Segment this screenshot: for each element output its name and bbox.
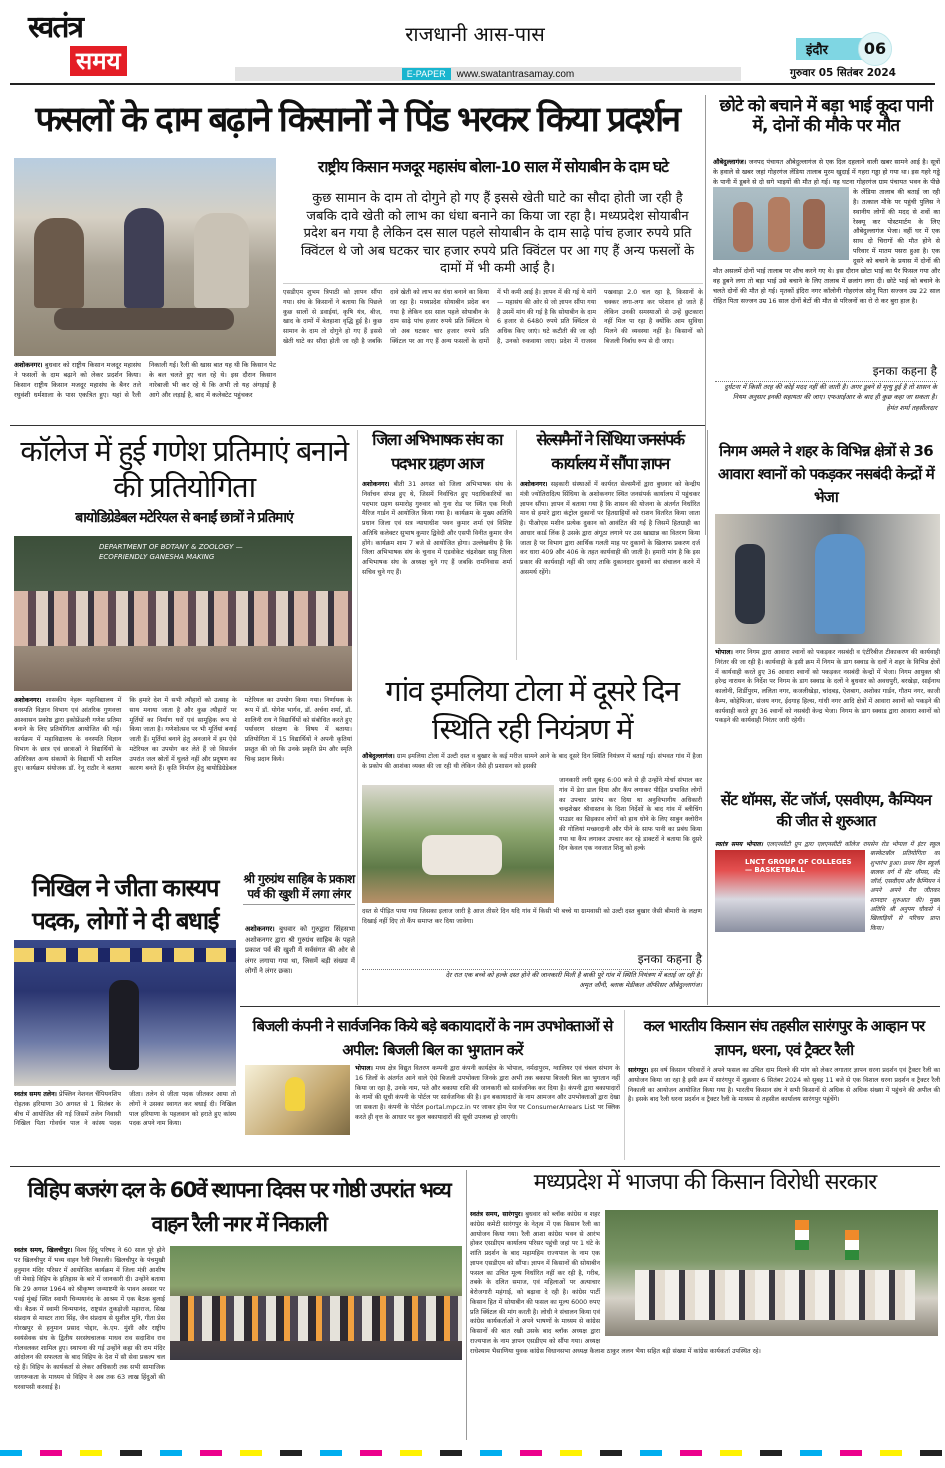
quote-author: हेमंत शर्मा तहसीलदार [886,403,937,412]
college-photo-banner: DEPARTMENT OF BOTANY & ZOOLOGY — ECOFRIENDLY GANESHA MAKING [99,543,243,561]
bijli-body: भोपाल। मध्य क्षेत्र विद्युत वितरण कम्पनी द्वारा कंपनी कार्यक्षेत्र के भोपाल, नर्मदापुरम, ग्वालियर एवं चंबल संभाग के 16 जिलों के अंतर्गत आने वाले ऐसे बिजली उपभोक्ता जिनके द्वारा अभी तक बकाया बिजली बिल का भुगतान नहीं किया जा रहा है, उनके नाम, पते और बकाया राशि की जानकारी को सार्वजनिक कर दिया है। कंपनी द्वारा बकायादारों के नामों की सूची कंपनी के पोर्टल पर सार्वजनिक की है। इन बकायादारों के नाम आमजन और उपभोक्ताओं द्वारा देखा जा सकता है। कंपनी के पोर्टल portal.mpcz.in पर जाकर होम पेज पर ConsumerArrears List पर क्लिक करते ही वृत्त के आधार पर कुल बकायादारों की सूची उपलब्ध हो जाएगी। [355,1065,620,1121]
village-headline: गांव इमलिया टोला में दूसरे दिन स्थिति रही नियंत्रण में [385,674,679,746]
drowning-body: औबेदुल्लागंज। जनपद पंचायत औबेदुल्लागंज से एक दिल दहलाने वाली खबर सामने आई है। सूत्रों के हवाले से खबर जहां गोहरगंज लेंडिया तालाब मुरम खुदाई में गहरा गड्ढा हो गया था। इस गहरे गड्ढे के पानी में डूबने से दो सगे भाइयों की मौत हो गई। यह घटना गोहरगंज ग्राम पंचायत भवन के पीछे के लेंडिया तालाब की बताई जा रही है। तत्काल मौके पर पहुंची पुलिस ने स्थानीय लोगों की मदद से शवों का रेस्क्यू कर पोस्टमार्टम के लिए औबेदुल्लागंज भेजा। वहीं घर में एक साथ दो चिरागों की मौत होने से परिवार में मातम पसरा हुआ है। एक दूसरे को बचाने के प्रयास में दोनों की मौत असलमें दोनों भाई तालाब पर शौच करने गए थे। इस दौरान छोटा भाई का पैर फिसल गया और वह डूबने लगा तो बड़ा भाई उसे बचाने के लिए तालाब में छलांग लगा दी। छोटे भाई को बचाने के चलते दोनों की मौत हो गई। मृतकों इंदिरा नगर कॉलोनी गोहरगंज सोनू पिता सज्जन उम्र 22 साल रोहित पिता सज्जन उम्र 16 साल दोनों बेटों की मौत से परिजनों का रो रो कर बुरा हाल है। [713,158,940,305]
masthead-rule [10,83,935,85]
lead-body: एसडीएम शुभम त्रिपाठी को ज्ञापन सौंपा गया। संघ के किसानों ने बताया कि पिछले कुछ सालों से डवाईयां, कृषि यंत्र, बीज, खाद के दामों में बेतहाशा वृद्धि हुई है। कुछ सामान के दाम तो दोगुने हो गए हैं इससे खेती घाटे का सौदा होती जा रही है जबकि दावे खेती को लाभ का धंधा बनाने का किया जा रहा है। मध्यप्रदेश सोयाबीन प्रदेश बन गया है लेकिन दस साल पहले सोयाबीन के दाम साढ़े पांच हजार रुपये प्रति क्विंटल थे जो अब घटकर चार हजार रुपये प्रति क्विंटल पर आ गए हैं अन्य फसलों के दामों में भी कमी आई है। ज्ञापन में की गई ये मांगें — महासंघ की ओर से जो ज्ञापन सौंपा गया है उसमें मांग की गई है कि सोयाबीन के दाम 6 हजार से 6480 रुपये प्रति क्विंटल से अधिक किए जाएं। घटे कटौती की जा रही है, उनको रुकवाया जाए। प्रदेश में राजस्व पखवाड़ा 2.0 चल रहा है, किसानों के चक्कर लगा-लगा कर परेशान हो जाते हैं लेकिन उनकी समस्याओं से उन्हें छुटकारा नहीं मिल पा रहा है क्योंकि आम सुविधा मिलने की व्यवस्था नहीं है। किसानों को बिजली निर्बाध रूप से दी जाए। [283,289,703,345]
quote-text: देर रात एक बच्चे को हल्के दस्त होने की जानकारी मिली है बाकी पूरे गांव में स्थिति नियंत्रण में बताई जा रही है। [445,971,702,979]
village-lede: औबेदुल्लागंज। ग्राम इमलिया टोला में उल्टी दस्त व बुखार के कई मरीज सामने आने के बाद दूसरे दिन स्थिति नियंत्रण में बताई गई। संभवत गांव में हैजा के प्रकोप की आशंका व्यक्त की जा रही थी लेकिन जैसे ही प्रशासन को इसकी [362,753,702,770]
village-quote [362,950,702,991]
epaper-label: E-PAPER [402,68,451,80]
website-link[interactable]: www.swatantrasamay.com [456,68,575,80]
print-registration-strip [0,1450,945,1456]
lead-photo [14,158,276,356]
village-body: जानकारी लगी सुबह 6:00 बजे से ही उन्होंने मोर्चा संभाल कर गांव में डेरा डाल दिया और कैंप लगाकर पीड़ित प्रभावित लोगों का उपचार प्रारंभ कर दिया था अनुविभागीय अधिकारी चन्द्रशेखर श्रीवास्तव के दिशा निर्देशों के बाद गांव में ब्लीचिंग पाउडर का छिड़काव लोगों को हाथ धोने के लिए साबुन क्लोरीन की गोलियां मच्छरदानी और पीने के साफ पानी का प्रबंध किया गया था कैंप लगाकर उपचार कर रहे डाक्टरों ने बताया कि दूसरे दिन केवल एक नवजात शिशु को हल्के [559,777,702,853]
lead-subhead: राष्ट्रीय किसान मजदूर महासंघ बोला-10 साल में सोयाबीन के दाम घटे [318,158,668,176]
logo-bottom: समय [70,46,127,76]
drowning-quote [715,362,937,413]
langar-body: अशोकनगर। बुधवार को गुरुद्वारा सिंहसभा अशोकनगर द्वारा श्री गुरुग्रंथ साहिब के पहले प्रकाश पर्व की खुशी में सर्वसंगत की ओर से लंगर लगाया गया था, जिसमें बड़ी संख्या में लोगों ने लंगर छका। [245,925,355,976]
drowning-headline: छोटे को बचाने में बड़ा भाई कूदा पानी में, दोनों की मौके पर मौत [719,96,933,136]
village-tail: दस्त से पीड़ित पाया गया जिसका इलाज जारी है आज तीसरे दिन यदि गांव में किसी भी बच्चे या ग्रामवासी को उल्टी दस्त बुखार जैसी बीमारी के लक्षण दिखाई नहीं दिए तो कैंप समाप्त कर दिया जावेगा। [362,908,702,925]
advocates-headline: जिला अभिभाषक संघ का पदभार ग्रहण आज [372,430,502,473]
issue-date: गुरुवार 05 सितंबर 2024 [790,67,896,79]
nigam-headline: निगम अमले ने शहर के विभिन्न क्षेत्रों से 36 आवारा श्वानों को पकड़कर नसबंदी केन्द्रों में भेजा [718,442,934,506]
college-subhead: बायोडिग्रेडेबल मटेरियल से बनाईं छात्रों ने प्रतिमाएं [75,510,293,526]
epaper-bar[interactable] [235,67,741,81]
city-label: इंदौर [806,43,828,58]
nikhil-body: स्वतंत्र समय तलेन। प्रेफ्लिन नेशनल चैंपियनशिप रोहतक हरियाणा 30 अगस्त से 1 सितंबर के बीच में आयोजित की गई जिसमें तलेन निवासी निखिल पिता गोवर्धन पाल ने कांस्य पदक जीता। तलेन से जीता पदक जीतकर आया तो लोगों ने उसका स्वागत कर बधाई दी। निखिल पाल हरियाणा के पहलवान को हराते हुए कांस्य पदक अपने नाम किया। [14,1091,236,1128]
vhp-body: स्वतंत्र समय, खिलचीपुर। विश्व हिंदू परिषद ने 60 साल पूरे होने पर खिलचीपुर में भव्य वाहन रैली निकाली। खिलचीपुर के पंचमुखी हनुमान मंदिर परिसर में आयोजित कार्यक्रम में जिला मंत्री आशीष जी मेवाड़े विहिप के इतिहास के बारे में जानकारी दी। उन्होंने बताया कि 29 अगस्त 1964 को श्रीकृष्ण जन्माष्टमी के पावन अवसर पर पवई मुंबई स्थित स्वामी चिन्मयानंद के आश्रम में एक बैठक बुलाई थी। बैठक में स्वामी चिन्मयानंद, राष्ट्रसंत तुकड़ोजी महाराज, सिख संप्रदाय से मास्टर तारा सिंह, जैन संप्रदाय से सुशील मुनि, गीता प्रेस गोरखपुर से हनुमान प्रसाद पोद्दार, के.एम. मुंशी और राष्ट्रीय स्वयंसेवक संघ के द्वितीय सरसंघचालक माधव राव सदाशिव राव गोलवलकर शामिल हुए। स्थापना की गई उन्होंने कहा की राम मंदिर आंदोलन की सफलता के बाद विहिप के देश में सौ सेवा प्रकल्प चल रहे हैं। विहिप के कार्यकर्ता से लेकर अधिकारी तक सभी सामाजिक जागरूकता के माध्यम से विहिप ने अब तक 63 लाख हिंदुओं की घरवापसी करवाई है। [14,1247,165,1391]
salesmen-headline: सेल्समैनों ने सिंधिया जनसंपर्क कार्यालय में सौंपा ज्ञापन [536,430,684,473]
langar-headline: श्री गुरुग्रंथ साहिब के प्रकाश पर्व की खुशी में लगा लंगर [243,872,355,905]
quote-author: अमृत जौनी, ब्लाक मेडीकल ऑफीसर औबेदुल्लागंज। [579,981,702,990]
bjp-headline: मध्यप्रदेश में भाजपा की किसान विरोधी सरकार [533,1170,877,1195]
college-photo [14,536,352,691]
nikhil-photo [14,940,236,1086]
nikhil-headline: निखिल ने जीता कास्यप पदक, लोगों ने दी बधाई [32,874,218,935]
vhp-headline: विहिप बजरंग दल के 60वें स्थापना दिवस पर गोष्ठी उपरांत भव्य वाहन रैली नगर में निकाली [27,1178,451,1236]
logo [28,12,150,84]
quote-heading: इनका कहना है [715,362,937,382]
college-headline: कॉलेज में हुई गणेश प्रतिमाएं बनाने की प्रतियोगिता [20,434,348,504]
quote-heading: इनका कहना है [362,950,702,970]
lead-caption: अशोकनगर। बुधवार को राष्ट्रीय किसान मजदूर महासंघ ने फसलों के दाम बढ़ाने को लेकर प्रदर्शन किया। किसान राष्ट्रीय किसान मजदूर महासंघ के बैनर तले रघुवंशी धर्मशाला के पास एकत्रित हुए। यहां से रैली निकाली गई। रैली की खास बात यह थी कि किसान पेट के बल चलते हुए चल रहे थे। इस दौरान किसान नारेबाजी भी कर रहे थे कि अभी तो यह अंगड़ाई है आगे और लड़ाई है, बाद में कलेक्टेट पहुंचकर [14,361,276,400]
village-photo [362,785,554,903]
nigam-body: भोपाल। नगर निगम द्वारा आवारा श्वानों को पकड़कर नसबंदी व एंटीरैबीज टीकाकरण की कार्यवाही निरंतर की जा रही है। कार्यवाही के इसी क्रम में निगम के डाग स्क्वाड के दलों ने शहर के विभिन्न क्षेत्रों में कार्यवाही करते हुए 36 आवारा श्वानों को पकड़कर नसबंदी केन्द्रों में भेजा। निगम आयुक्त श्री हरेन्द्र नारायन के निर्देश पर निगम के डाग स्क्वाड के दलों ने बुधवार को अवधपुरी, बरखेड़ा, साईंनाथ कालोनी, शिर्डीपुरम, ललिता नगर, कजलीखेड़ा, चांदबड़, ऐशबाग, अशोका गार्डन, गौतम नगर, काजी कैम्प, कोहेफिजा, संजय नगर, ईदगाह हिल्स, गांधी नगर आदि क्षेत्रों में आवारा श्वानों को पकड़ने की कार्यवाही करते हुए 36 श्वानों को नसबंदी केन्द्र भेजा। निगम के डाग स्क्वाड द्वारा आवारा श्वानों को पकड़ने की कार्यवाही निरंतर जारी रहेगी। [715,649,940,725]
section-title: राजधानी आस-पास [405,22,545,46]
bjp-body: स्वतंत्र समय, सारंगपुर। बुधवार को ब्लॉक कांग्रेस व शहर कांग्रेस कमेटी सारंगपुर के नेतृत्व में एक किसान रैली का आयोजन किया गया। रैली आशा कांग्रेस भवन से आरंभ होकर एसडीएम कार्यालय परिसर पहुंची जहां पर 1 घंटे के शांति प्रदर्शन के बाद महामहिम राज्यपाल के नाम एक ज्ञापन एसडीएम को सौंपा। ज्ञापन में किसानों की सोयाबीन फसल का उचित मूल्य निर्धारित नहीं कर रही है, गरीब, तबके के दलित समाज, एवं महिलाओं पर अत्याचार बेरोजगारी महंगाई, को बढ़ावा दे रही है। कांग्रेस पार्टी किसान हित में सोयाबीन की फसल का मूल्य 6000 रुपए प्रति क्विंटल की मांग करती है। लोधी ने संचालन किया एवं कांग्रेस कार्यकर्ताओं ने अपने भाषणों के माध्यम से कांग्रेस किसानों की बात रखी उसके बाद ब्लॉक अध्यक्ष द्वारा राज्यपाल के नाम ज्ञापन एसडीएम को सौंपा गया। अध्यक्ष राधेश्याम भैसाणिया युवक कांग्रेस विधानसभा अध्यक्ष कैलाश ठाकुर ललन भैया सहित बड़ी संख्या में कांग्रेस कार्यकर्ता उपस्थित रहे। [470,1211,761,1355]
page-number: 06 [858,32,892,66]
kisan-sangh-body: सारंगपुर। इस वर्ष किसान परिवारों ने अपने फसल का उचित दाम मिलने की मांग को लेकर लगातार ज्ञापन धरना प्रदर्शन एवं ट्रैक्टर रैली का आयोजन किया जा रहा है इसी क्रम में सारंगपुर में शुक्रवार 6 सितंबर 2024 को सुबह 11 बजे से एक विशाल धरना प्रदर्शन व ट्रैक्टर रैली निकाली का आयोजन आयोजित किया गया है। भारतीय किसान संघ ने सभी किसानों से अधिक से अधिक संख्या में पहुंचने की अपील की है। इसके बाद रैली धरना प्रदर्शन व ट्रैक्टर रैली के माध्यम से तहसील कार्यालय सारंगपुर पहुंचेंगे। [628,1067,940,1104]
quote-text: दुर्घटना में किसी तरह की कोई मदद नहीं की जाती है। अगर डूबने से मृत्यु हुई है तो शासन के नियम अनुसार इनकी सहायता की जाए। एफआईआर के बाद ही कुछ कहा जा सकता है। [724,383,937,402]
kisan-sangh-headline: कल भारतीय किसान संघ तहसील सारंगपुर के आव्हान पर ज्ञापन, धरना, एवं ट्रैक्टर रैली [643,1017,925,1059]
nigam-photo [715,514,940,644]
salesmen-body: अशोकनगर। सहकारी संस्थाओं में कार्यरत सेल्समैनों द्वारा बुधवार को केन्द्रीय मंत्री ज्योतिरादित्य सिंधिया के अशोकनगर स्थित जनसंपर्क कार्यालय में पहुंचकर ज्ञापन सौंपा। ज्ञापन में बताया गया है कि शासन की योजना के अंतर्गत निर्धारित मान से हमारे द्वारा कंट्रोल दुकानों पर हितग्राहियों को राशन वितरित किया जाता है। पीओएस मशीन प्रत्येक दुकान को आवंटित की गई है जिसमें हितग्राही का आधार कार्ड लिंक है उसके द्वारा अंगूठा लगाने पर उस खाद्यान्न का वितरण किया जाता है पर विभाग द्वारा आर्थिक गलती माह पर दुकानों के खिलाफ प्रकरण दर्ज कर धारा 409 और 406 के तहत कार्यवाही की जाती है। हमारी मांग है कि इस प्रकार की कार्यवाही नहीं की जाए ताकि दुकानदार दुकानों का संचालन करने में असमर्थ रहेंगे। [520,481,700,576]
lead-headline: फसलों के दाम बढ़ाने किसानों ने पिंड भरकर किया प्रदर्शन [35,100,679,140]
masthead [0,0,945,86]
lead-deck: कुछ सामान के दाम तो दोगुने हो गए हैं इससे खेती घाटे का सौदा होती जा रही है जबकि दावे खेती को लाभ का धंधा बनाने का किया जा रहा है। मध्यप्रदेश सोयाबीन प्रदेश बन गया है लेकिन दस साल पहले सोयाबीन के दाम साढ़े पांच हजार रुपये प्रति क्विंटल थे जो अब घटकर चार हजार रुपये प्रति क्विंटल पर आ गए हैं अन्य फसलों के दामों में भी कमी आई है। [300,191,695,276]
logo-top: स्वतंत्र [28,10,83,45]
college-body: अशोकनगर। शासकीय नेहरू महाविद्यालय में वनस्पति विज्ञान विभाग एवं आंतरिक गुणवत्ता आश्वासन प्रकोष्ठ द्वारा इकोफ्रेंडली गणेश प्रतिमा बनाने के लिए प्रतियोगिता आयोजित की गई। कार्यक्रम में महाविद्यालय के वनस्पति विज्ञान विभाग के छात्र एवं छात्राओं ने विद्यार्थियों के अतिरिक्त अन्य संकायों के विद्यार्थी भी शामिल हुए। कार्यक्रम संयोजक डॉ. रेनू राठौर ने बताया कि हमारे देश में सभी त्यौहारों को उत्साह के साथ मनाया जाता है और कुछ त्यौहारों पर मूर्तियों का निर्माण घरों एवं सामूहिक रूप से किया जाता है। गणेशोत्सव पर भी मूर्तियां बनाई जाती हैं। मूर्तियां बनाने हेतु अनजाने में हम ऐसे मटेरियल का उपयोग कर लेते हैं जो विसर्जन उपरांत जल स्रोतों में घुलते नहीं और प्रदूषण का कारण बनते हैं। कृति निर्माण हेतु बायोडिग्रेडेबल मटेरियल का उपयोग किया गया। निर्णायक के रूप में डॉ. योगेश भार्गव, डॉ. अर्चना शर्मा, डॉ. शालिनी राय ने विद्यार्थियों को संबोधित करते हुए पर्यावरण संरक्षण के विषय में बताया। प्रतियोगिता में 15 विद्यार्थियों ने अपनी कृतियां प्रस्तुत की जो कि उनके प्रकृति प्रेम और स्मृति चिन्ह प्रदान किये। [14,697,352,773]
sports-headline: सेंट थॉमस, सेंट जॉर्ज, एसवीएम, कैम्पियन की जीत से शुरुआत [720,791,932,830]
advocates-body: अशोकनगर। बीती 31 अगस्त को जिला अभिभाषक संघ के निर्वाचन संपन्न हुए थे, जिसमें निर्वाचित हुए पदाधिकारियों का पदभार ग्रहण समारोह गुरुवार को गुना रोड पर स्थित एक निजी मैरिज गार्डन में आयोजित किया गया है। कार्यक्रम के मुख्य अतिथि प्रधान जिला एवं सत्र न्यायाधीश पवन कुमार शर्मा एवं विशिष्ट अतिथि कलेक्टर सुभाष कुमार द्विवेदी और एसपी विनीत कुमार जैन होंगे। कार्यक्रम शाम 7 बजे से आयोजित होगा। उल्लेखनीय है कि जिला अभिभाषक संघ के चुनाव में एडवोकेट चंद्रशेखर साहू जिला अभिभाषक संघ के अध्यक्ष चुने गए हैं जबकि रामनिवास शर्मा सचिव चुने गए हैं। [362,481,512,576]
sports-body: स्वतंत्र समय भोपाल। एलएनसीटी ग्रुप द्वारा एलएनसीटी कॉलेज रायसेन रोड भोपाल में इंटर स्कूल बास्केटबॉल प्रतियोगिता का शुभारंभ हुआ। प्रथम दिन स्कूली बालक वर्ग में सेंट थॉमस, सेंट जॉर्ज, एसवीएम और कैम्पियन ने अपने अपने मैच जीतकर शानदार शुरुआत की। मुख्य अतिथि श्री अनुपम चौकसे ने खिलाड़ियों से परिचय प्राप्त किया। [715,841,940,932]
bijli-headline: बिजली कंपनी ने सार्वजनिक किये बड़े बकायादारों के नाम उपभोक्ताओं से अपील: बिजली बिल का भुगतान करें [252,1017,613,1059]
sports-photo-banner: LNCT GROUP OF COLLEGES — BASKETBALL [745,858,852,874]
